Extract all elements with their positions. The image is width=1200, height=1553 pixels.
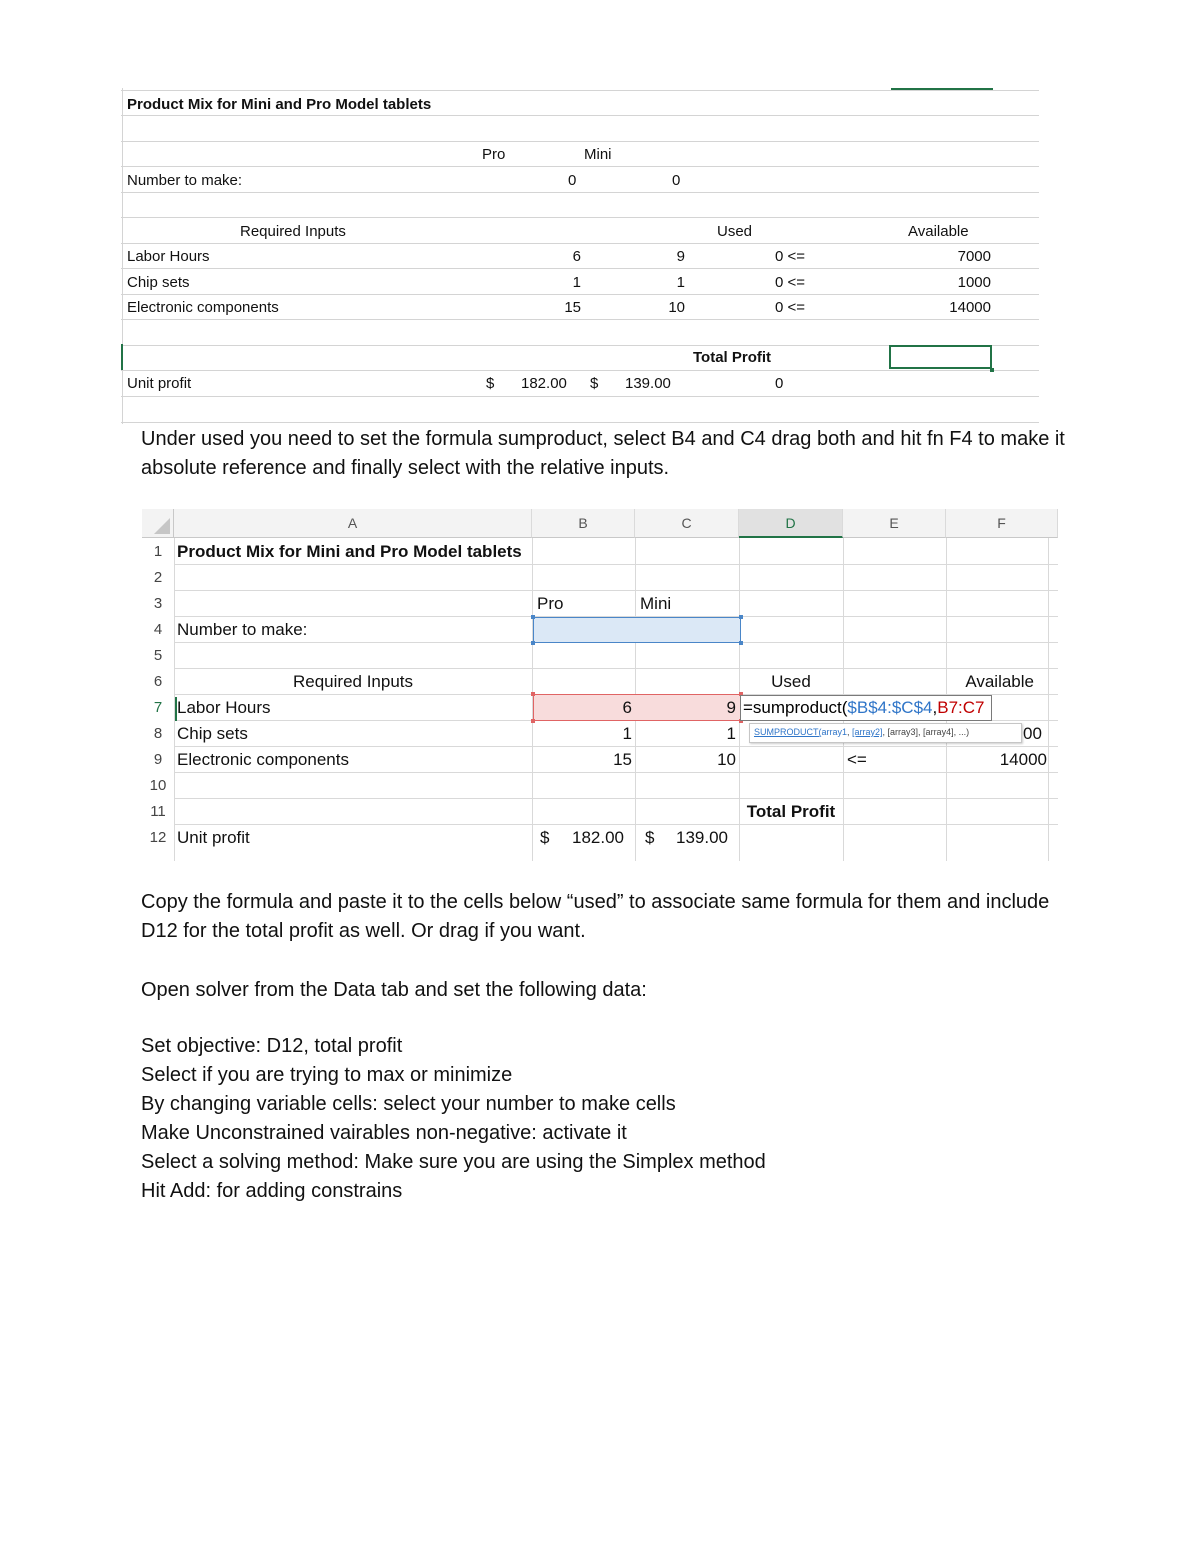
cell-row-mini[interactable]: 9 (726, 698, 736, 717)
used-header: Used (717, 223, 753, 240)
cell-mini-header[interactable]: Mini (640, 594, 672, 613)
gridline (121, 217, 1039, 218)
cell-row-mini[interactable]: 1 (726, 724, 736, 743)
gridline (121, 319, 1039, 320)
row-used: 0 <= (775, 248, 806, 265)
unit-profit-mini: 139.00 (625, 375, 671, 392)
solver-step: Select if you are trying to max or minimize (141, 1064, 513, 1086)
tooltip-arg1: array1 (821, 727, 848, 737)
cell-operator[interactable]: <= (847, 750, 867, 769)
number-to-make-pro: 0 (568, 172, 577, 189)
dollar-sign: $ (540, 828, 550, 847)
cell-unit-profit-label[interactable]: Unit profit (177, 828, 250, 847)
solver-step: Set objective: D12, total profit (141, 1035, 403, 1057)
row-used: 0 <= (775, 274, 806, 291)
sheet1-title: Product Mix for Mini and Pro Model tablets (127, 96, 432, 113)
range-highlight-b4-c4[interactable] (533, 617, 741, 643)
row-header[interactable]: 9 (153, 751, 163, 768)
row-used: 0 <= (775, 299, 806, 316)
gridline (121, 268, 1039, 269)
row-label: Electronic components (127, 299, 279, 316)
cell-row-label[interactable]: Electronic components (177, 750, 349, 769)
column-header-e[interactable]: E (843, 509, 946, 538)
cell-row-pro[interactable]: 6 (622, 698, 632, 717)
row-header[interactable]: 4 (153, 621, 163, 638)
instruction-paragraph-1 (141, 425, 1071, 483)
gridline (121, 90, 1039, 91)
row-header[interactable]: 8 (153, 725, 163, 742)
column-header-f[interactable]: F (946, 509, 1058, 538)
select-all-corner[interactable] (142, 509, 174, 538)
column-header-d[interactable]: D (739, 509, 843, 538)
row-header[interactable]: 6 (153, 673, 163, 690)
fill-handle[interactable] (990, 368, 994, 372)
tooltip-function[interactable]: SUMPRODUCT( (754, 727, 822, 737)
number-to-make-mini: 0 (672, 172, 681, 189)
row-label: Labor Hours (127, 248, 210, 265)
solver-step: Select a solving method: Make sure you are using the Simplex method (141, 1151, 766, 1173)
solver-step: Make Unconstrained vairables non-negative: activate it (141, 1122, 627, 1144)
row-pro: 1 (572, 274, 581, 291)
gridline (121, 115, 1039, 116)
gridline (121, 192, 1039, 193)
row-header[interactable]: 1 (153, 543, 163, 560)
solver-step: By changing variable cells: select your number to make cells (141, 1093, 676, 1115)
cell-pro-header[interactable]: Pro (537, 594, 564, 613)
row-header[interactable]: 10 (149, 777, 167, 794)
cell-required-inputs[interactable]: Required Inputs (292, 672, 414, 691)
cell-row-pro[interactable]: 15 (613, 750, 632, 769)
required-inputs-header: Required Inputs (240, 223, 346, 240)
row-mini: 9 (676, 248, 685, 265)
cell-available-header[interactable]: Available (965, 672, 1034, 691)
cell-number-to-make[interactable]: Number to make: (177, 620, 308, 639)
row-available: 1000 (957, 274, 991, 291)
instruction-text: Under used you need to set the formula sumproduct, select B4 and C4 drag both and hit fn F4 to make it absolute reference and finally select with the relative inputs. (141, 428, 1065, 479)
dollar-sign: $ (590, 375, 599, 392)
row-available: 14000 (949, 299, 991, 316)
cell-row-label[interactable]: Chip sets (177, 724, 248, 743)
solver-step: Hit Add: for adding constrains (141, 1180, 403, 1202)
formula-editing-cell[interactable] (740, 695, 992, 721)
row-pro: 6 (572, 248, 581, 265)
instruction-paragraph-3 (141, 976, 1071, 1005)
row-header[interactable]: 5 (153, 647, 163, 664)
gridline (121, 141, 1039, 142)
unit-profit-pro: 182.00 (521, 375, 567, 392)
sheet2-screenshot (142, 509, 1058, 861)
cell-total-profit[interactable]: Total Profit (746, 802, 836, 821)
row-header[interactable]: 11 (150, 803, 166, 820)
formula-absolute-ref: $B$4:$C$4 (847, 698, 933, 717)
formula-prefix: =sumproduct( (743, 698, 848, 717)
formula-relative-ref: B7:C7 (937, 698, 985, 717)
gridline (121, 422, 1039, 423)
gridline (122, 88, 123, 424)
cell-row-pro[interactable]: 1 (622, 724, 632, 743)
row-pro: 15 (564, 299, 581, 316)
column-header-c[interactable]: C (635, 509, 739, 538)
gridline (121, 243, 1039, 244)
cell-used-header[interactable]: Used (771, 672, 811, 691)
header-mini: Mini (584, 146, 612, 163)
row-mini: 10 (668, 299, 685, 316)
total-profit-value: 0 (775, 375, 784, 392)
solver-steps-list (141, 1032, 1071, 1206)
gridline (121, 166, 1039, 167)
row-header[interactable]: 7 (153, 699, 163, 716)
gridline (121, 294, 1039, 295)
cell-row-label[interactable]: Labor Hours (177, 698, 271, 717)
sheet2-title[interactable]: Product Mix for Mini and Pro Model tablets (177, 542, 522, 561)
number-to-make-label: Number to make: (127, 172, 243, 189)
dollar-sign: $ (486, 375, 495, 392)
available-header: Available (908, 223, 969, 240)
instruction-text: Copy the formula and paste it to the cells below “used” to associate same formula for them and include D12 for the total profit as well. Or drag if you want. (141, 891, 1050, 942)
tooltip-arg2: [array2] (852, 727, 883, 737)
column-header-b[interactable]: B (532, 509, 635, 538)
dollar-sign: $ (645, 828, 655, 847)
column-header-a[interactable]: A (174, 509, 532, 538)
row-available: 7000 (957, 248, 991, 265)
row-header[interactable]: 2 (153, 569, 163, 586)
cell-row-mini[interactable]: 10 (717, 750, 736, 769)
selected-column-indicator (891, 88, 993, 90)
total-profit-label: Total Profit (693, 349, 772, 366)
gridline (121, 370, 1039, 371)
row-header[interactable]: 12 (149, 829, 167, 846)
row-label: Chip sets (127, 274, 190, 291)
gridline (121, 396, 1039, 397)
row-header[interactable]: 3 (153, 595, 163, 612)
row-mini: 1 (676, 274, 685, 291)
sheet1-screenshot (121, 88, 1039, 424)
cell-unit-profit-pro[interactable]: 182.00 (572, 828, 624, 847)
selected-cell[interactable] (889, 345, 992, 369)
unit-profit-label: Unit profit (127, 375, 192, 392)
cell-available[interactable]: 14000 (999, 750, 1047, 769)
formula-separator: , (932, 698, 938, 717)
instruction-text: Open solver from the Data tab and set the following data: (141, 979, 647, 1001)
tooltip-rest: , [array3], [array4], ...) (882, 727, 970, 737)
instruction-paragraph-2 (141, 888, 1071, 946)
cell-unit-profit-mini[interactable]: 139.00 (676, 828, 728, 847)
selected-row-indicator (121, 344, 123, 370)
header-pro: Pro (482, 146, 506, 163)
cell-available-partial[interactable]: 00 (1023, 724, 1042, 743)
function-tooltip[interactable]: SUMPRODUCT(array1, [array2], [array3], [array4], ...) (749, 723, 1022, 743)
